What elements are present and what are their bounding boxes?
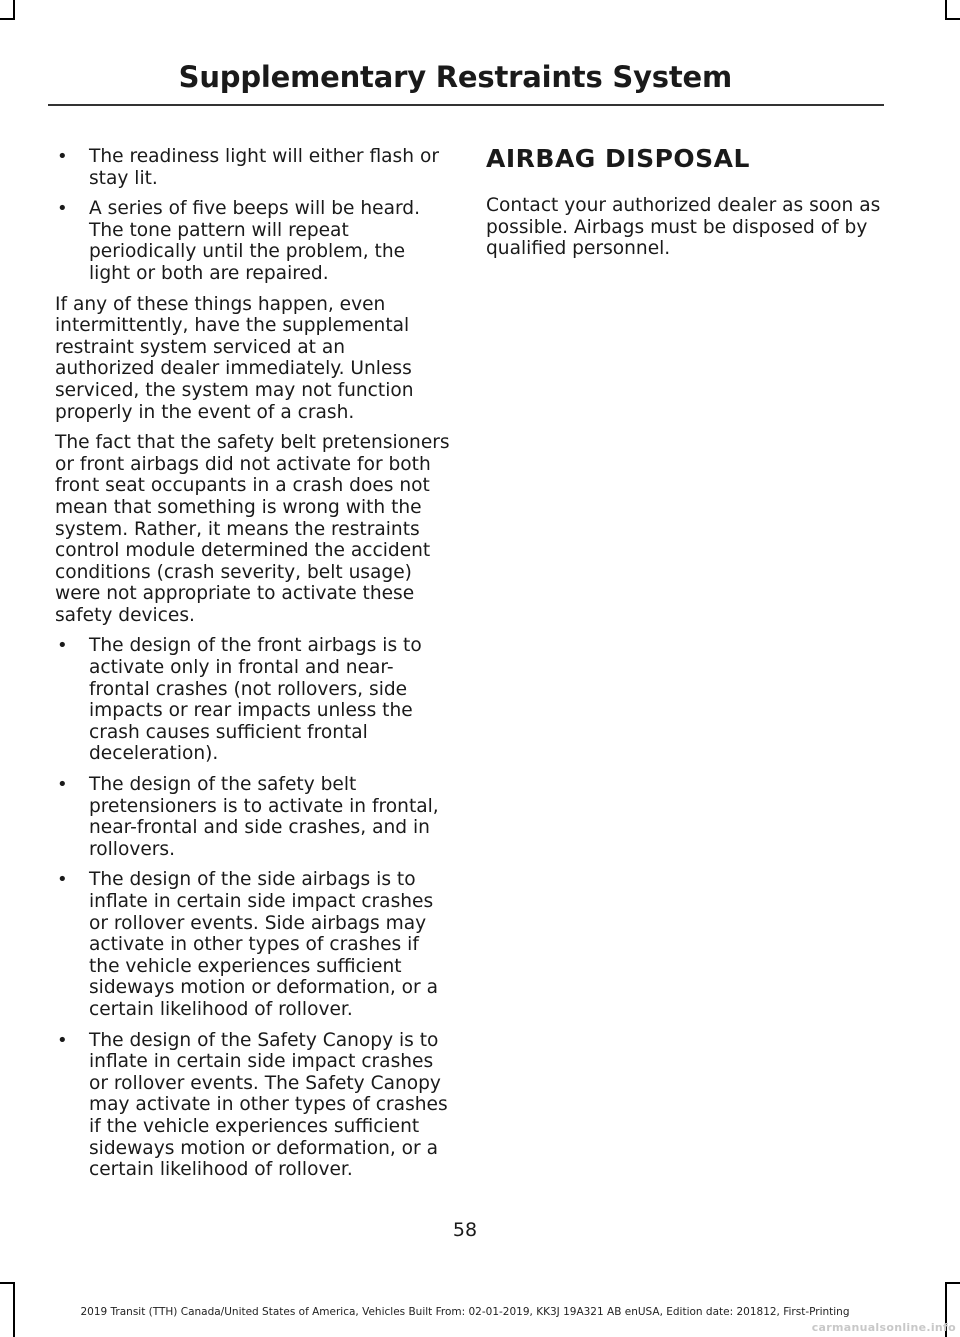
watermark: carmanualsonline.info: [811, 1321, 956, 1334]
list-item-text: A series of five beeps will be heard. The tone pattern will repeat periodically until the problem, the light or both are repaired.: [89, 198, 421, 284]
crop-mark-top-right: [945, 0, 947, 20]
list-item: [55, 198, 450, 284]
right-column: [486, 144, 884, 269]
left-column: [55, 146, 450, 1190]
bullet-icon: •: [57, 635, 68, 657]
bullet-icon: •: [57, 198, 68, 220]
footer-edition-info: 2019 Transit (TTH) Canada/United States of America, Vehicles Built From: 02-01-2019, KK3J 19A321 AB enUSA, Edition date: 201812, First-Printing: [80, 1306, 850, 1318]
crop-mark-top-right-h: [945, 18, 960, 20]
list-item-text: The readiness light will either flash or stay lit.: [89, 146, 439, 189]
list-item-text: The design of the side airbags is to inflate in certain side impact crashes or rollover events. Side airbags may activate in other types of crashes if the vehicle experiences sufficient sideways motion or deformation, or a certain likelihood of rollover.: [89, 869, 438, 1020]
list-item: [55, 146, 450, 189]
body-paragraph: Contact your authorized dealer as soon as possible. Airbags must be disposed of by qualified personnel.: [486, 195, 881, 260]
body-paragraph: If any of these things happen, even intermittently, have the supplemental restraint system serviced at an authorized dealer immediately. Unless serviced, the system may not function properly in the event of a crash.: [55, 293, 414, 423]
crop-mark-bottom-right-h: [945, 1282, 960, 1284]
list-item-text: The design of the safety belt pretensioners is to activate in frontal, near-frontal and side crashes, and in rollovers.: [89, 774, 439, 860]
bullet-list-top: [55, 146, 450, 285]
list-item: [55, 774, 450, 860]
crop-mark-top-left: [13, 0, 15, 20]
list-item-text: The design of the front airbags is to activate only in frontal and near-frontal crashes (not rollovers, side impacts or rear impacts unless the crash causes sufficient frontal deceleration).: [89, 635, 422, 765]
bullet-icon: •: [57, 774, 68, 796]
list-item: [55, 1030, 450, 1181]
crop-mark-top-left-h: [0, 18, 15, 20]
bullet-icon: •: [57, 869, 68, 891]
bullet-list-bottom: [55, 635, 450, 1180]
body-paragraph: The fact that the safety belt pretensioners or front airbags did not activate for both front seat occupants in a crash does not mean that something is wrong with the system. Rather, it means the restraints control module determined the accident conditions (crash severity, belt usage) were not appropriate to activate these safety devices.: [55, 432, 450, 626]
header-divider: [48, 104, 884, 106]
list-item: [55, 635, 450, 765]
page-title: Supplementary Restraints System: [178, 60, 732, 94]
list-item: [55, 869, 450, 1020]
page-number: 58: [452, 1219, 478, 1241]
list-item-text: The design of the Safety Canopy is to inflate in certain side impact crashes or rollover events. The Safety Canopy may activate in other types of crashes if the vehicle experiences sufficient sideways motion or deformation, or a certain likelihood of rollover.: [89, 1029, 448, 1181]
crop-mark-bottom-left-h: [0, 1282, 15, 1284]
bullet-icon: •: [57, 1029, 68, 1051]
section-heading: AIRBAG DISPOSAL: [486, 144, 750, 173]
bullet-icon: •: [57, 146, 68, 167]
